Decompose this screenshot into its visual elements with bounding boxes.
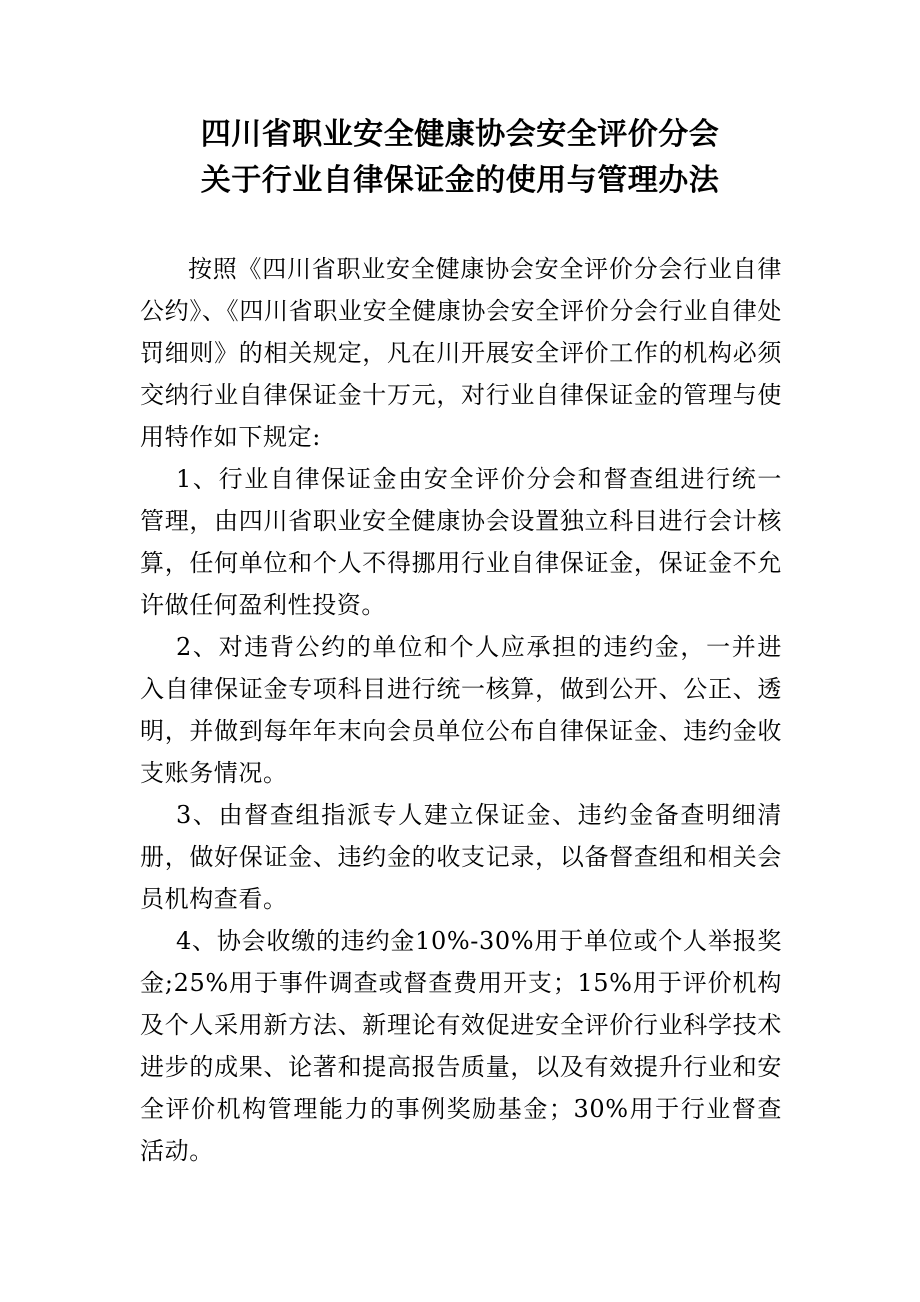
document-body — [140, 248, 782, 1172]
title-line-2: 关于行业自律保证金的使用与管理办法 — [200, 163, 720, 198]
document-title — [0, 112, 920, 204]
title-line-1: 四川省职业安全健康协会安全评价分会 — [200, 117, 720, 152]
clause-2: 2、对违背公约的单位和个人应承担的违约金，一并进入自律保证金专项科目进行统一核算，做到公开、公正、透明，并做到每年年末向会员单位公布自律保证金、违约金收支账务情况。 — [140, 633, 782, 787]
clause-1: 1、行业自律保证金由安全评价分会和督查组进行统一管理，由四川省职业安全健康协会设置独立科目进行会计核算，任何单位和个人不得挪用行业自律保证金，保证金不允许做任何盈利性投资。 — [140, 465, 782, 619]
clause-3: 3、由督查组指派专人建立保证金、违约金备查明细清册，做好保证金、违约金的收支记录，以备督查组和相关会员机构查看。 — [140, 801, 782, 913]
clause-4: 4、协会收缴的违约金10%-30%用于单位或个人举报奖金;25%用于事件调查或督查费用开支；15%用于评价机构及个人采用新方法、新理论有效促进安全评价行业科学技术进步的成果、论著和提高报告质量，以及有效提升行业和安全评价机构管理能力的事例奖励基金；30%用于行业督查活动。 — [140, 927, 782, 1165]
intro-paragraph: 按照《四川省职业安全健康协会安全评价分会行业自律公约》、《四川省职业安全健康协会安全评价分会行业自律处罚细则》的相关规定，凡在川开展安全评价工作的机构必须交纳行业自律保证金十万元，对行业自律保证金的管理与使用特作如下规定: — [140, 255, 782, 451]
